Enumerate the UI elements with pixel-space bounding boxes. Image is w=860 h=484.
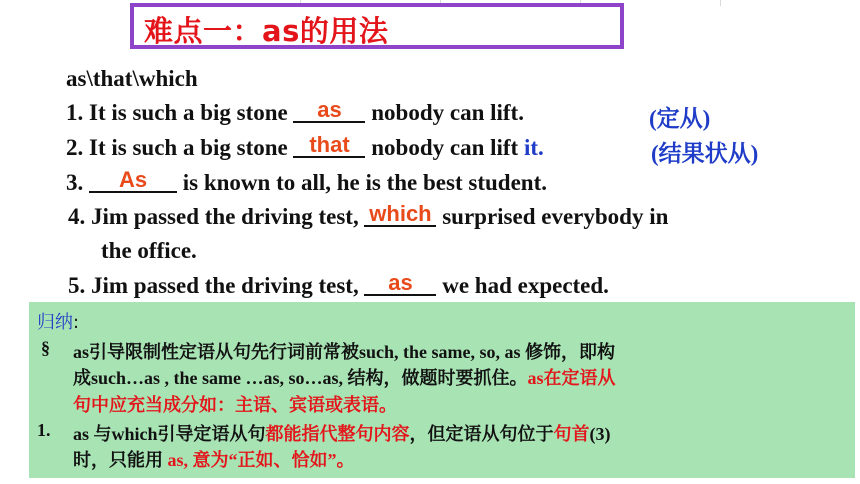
- note: (定从): [649, 106, 711, 131]
- answer-blank: [364, 201, 436, 230]
- sentence-2: [66, 132, 544, 161]
- answer-text: that: [309, 132, 350, 157]
- page-title: 难点一：as的用法: [144, 14, 389, 48]
- summary-box: [29, 302, 855, 478]
- sentence-text: nobody can lift.: [365, 100, 524, 125]
- item-line-2: 时，只能用 as, 意为“正如、恰如”。: [73, 450, 355, 470]
- sentence-1: [66, 97, 524, 126]
- title-box: [130, 3, 624, 49]
- note: (结果状从): [651, 141, 759, 166]
- bullet-line-2: 成such…as , the same …as, so…as, 结构，做题时要抓住。as在定语从: [73, 368, 616, 388]
- answer-blank: [89, 167, 177, 196]
- answer-text: As: [118, 167, 148, 192]
- answer-blank: [293, 132, 365, 161]
- sentence-text: 5. Jim passed the driving test,: [68, 273, 365, 298]
- answer-text: which: [369, 201, 432, 226]
- answer-blank: [364, 270, 436, 299]
- top-mark: [720, 0, 721, 6]
- bullet-marker: §: [41, 338, 50, 358]
- sentence-4: [68, 201, 669, 230]
- answer-text: as: [388, 270, 413, 295]
- subtitle: as\that\which: [66, 66, 198, 91]
- sentence-text: 2. It is such a big stone: [66, 135, 294, 160]
- bullet-line-3: 句中应充当成分如：主语、宾语或表语。: [73, 395, 397, 415]
- summary-heading: 归纳:: [37, 312, 80, 333]
- sentence-3: [66, 167, 547, 196]
- item-marker: 1.: [37, 420, 51, 440]
- item-line-1: as 与which引导定语从句都能指代整句内容，但定语从句位于句首(3): [73, 424, 611, 444]
- sentence-text-it: it.: [523, 135, 544, 160]
- answer-text: as: [317, 97, 342, 122]
- sentence-5: [68, 270, 609, 299]
- sentence-4-continued: the office.: [101, 238, 197, 263]
- answer-blank: [293, 97, 365, 126]
- sentence-text: we had expected.: [436, 273, 609, 298]
- sentence-text: is known to all, he is the best student.: [177, 170, 547, 195]
- sentence-text: 3.: [66, 170, 89, 195]
- sentence-text: surprised everybody in: [436, 204, 669, 229]
- bullet-line-1: as引导限制性定语从句先行词前常被such, the same, so, as 修饰，即构: [73, 342, 616, 362]
- sentence-text: 1. It is such a big stone: [66, 100, 294, 125]
- sentence-text: 4. Jim passed the driving test,: [68, 204, 365, 229]
- sentence-text: nobody can lift: [365, 135, 524, 160]
